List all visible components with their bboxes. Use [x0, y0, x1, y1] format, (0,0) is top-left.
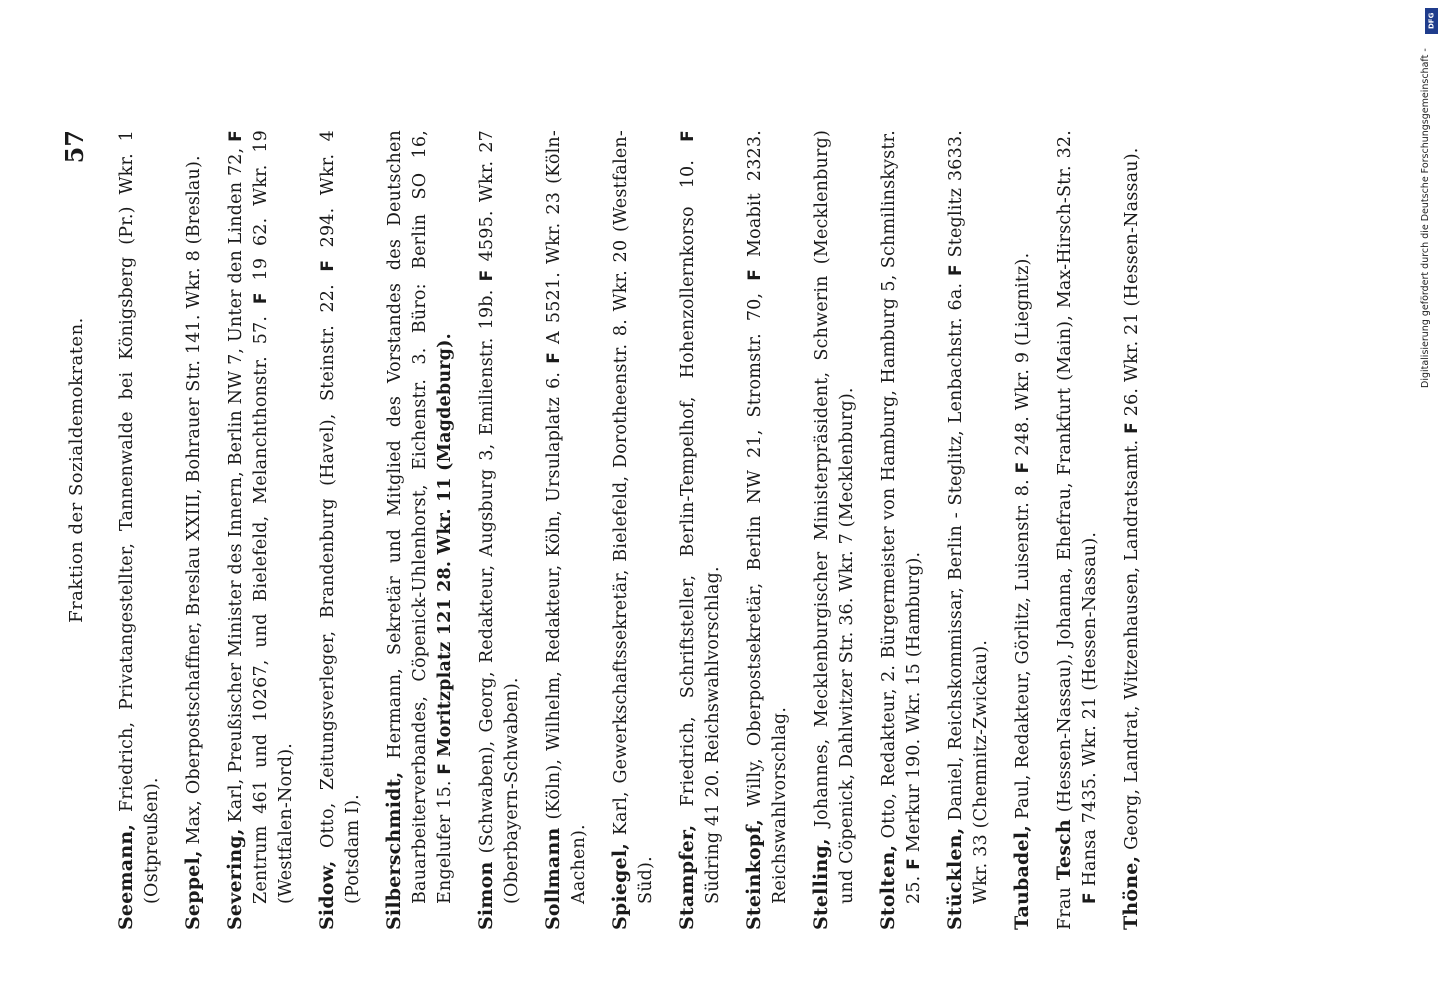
entry-name: Silberschmidt, [383, 771, 405, 930]
phone-marker: F [1122, 422, 1142, 434]
entry-name: Seemann, [115, 823, 137, 930]
entry-text: Johannes, Mecklenburgischer Ministerpräsident, Schwerin (Mecklenburg) und Cöpenick, Dahlwitzer Str. 36. Wkr. 7 (Mecklenburg). [812, 129, 857, 904]
entry-name: Seppel, [182, 850, 204, 930]
entry-name: Tesch [1053, 819, 1075, 881]
list-item [675, 130, 726, 930]
entry-name: Stelling, [810, 838, 832, 930]
list-item [742, 130, 793, 930]
entry-name: Spiegel, [609, 842, 631, 930]
entry-text: (Köln), Wilhelm, Redakteur, Köln, Ursulaplatz 6. [544, 371, 564, 820]
entry-name: Sollmann [542, 827, 564, 930]
list-item [474, 130, 525, 930]
entry-text: Paul, Redakteur, Görlitz, Luisenstr. 8. [1013, 479, 1033, 820]
funding-note-text: Digitalisierung gefördert durch die Deutsche Forschungsgemeinschaft - [1420, 48, 1431, 388]
entry-text: Südring 41 20. Reichswahlvorschlag. [703, 566, 723, 904]
entry-text: A 5521. Wkr. 23 (Köln-Aachen). [544, 129, 589, 904]
entry-text: (Hessen-Nassau), Johanna, Ehefrau, Frankfurt (Main), Max-Hirsch-Str. 32. [1055, 129, 1075, 813]
list-item [809, 130, 860, 930]
entry-text: Otto, Redakteur, 2. Bürgermeister von Hamburg, Hamburg 5, Schmilinskystr. 25. [879, 130, 924, 904]
phone-marker: F [678, 129, 698, 142]
phone-marker: F [1013, 461, 1033, 474]
list-item [223, 130, 299, 930]
entry-text: Zentrum 461 und 10267, und Bielefeld, Melanchthonstr. 57. [251, 315, 271, 904]
phone-marker: F [318, 259, 338, 272]
entry-name: Simon [475, 861, 497, 930]
entry-text: Moabit 2323. Reichswahlvorschlag. [745, 130, 790, 904]
list-item [1052, 130, 1103, 930]
entry-name: Steinkopf, [743, 818, 765, 930]
phone-marker: F [544, 351, 564, 364]
entry-text: Steglitz 3633. Wkr. 33 (Chemnitz-Zwickau). [946, 129, 991, 904]
running-title: Fraktion der Sozialdemokraten. [66, 317, 87, 623]
entry-name: Stücklen, [944, 827, 966, 930]
entry-text: Daniel, Reichskommissar, Berlin - Steglitz, Lenbachstr. 6a. [946, 282, 966, 821]
phone-marker: F [904, 857, 924, 870]
entry-name: Severing, [224, 828, 246, 930]
entry-text: Georg, Landrat, Witzenhausen, Landratsamt. [1122, 439, 1142, 850]
entry-text: Friedrich, Privatangestellter, Tannenwalde bei Königsberg (Pr.) Wkr. 1 (Ostpreußen). [117, 129, 162, 904]
entry-name: Sidow, [316, 860, 338, 930]
entry-text: Friedrich, Schriftsteller, Berlin-Tempelhof, Hohenzollernkorso 10. [678, 159, 698, 807]
phone-marker: F [435, 762, 455, 775]
list-item [315, 130, 366, 930]
list-item [181, 130, 207, 930]
list-item [608, 130, 659, 930]
list-item [1010, 130, 1036, 930]
list-item [541, 130, 592, 930]
list-item [114, 130, 165, 930]
entry-text: Karl, Preußischer Minister des Innern, Berlin NW 7, Unter den Linden 72, [226, 147, 246, 823]
funding-note [1420, 8, 1436, 388]
entry-text: Willy, Oberpostsekretär, Berlin NW 21, Stromstr. 70, [745, 292, 765, 807]
entry-text: (Schwaben), Georg, Redakteur, Augsburg 3, Emilienstr. 19b. [477, 289, 497, 854]
entry-name: Thöne, [1120, 855, 1142, 930]
entry-text: 4595. Wkr. 27 (Oberbayern-Schwaben). [477, 129, 522, 904]
entry-name: Taubadel, [1011, 824, 1033, 930]
list-item [382, 130, 458, 930]
entry-text: Max, Oberpostschaffner, Breslau XXIII, Bohrauer Str. 141. Wkr. 8 (Breslau). [184, 155, 204, 845]
list-item [1119, 130, 1145, 930]
member-list [114, 130, 1161, 930]
list-item [943, 130, 994, 930]
page-header [60, 130, 100, 930]
phone-marker: F [946, 264, 966, 276]
phone-marker: F [477, 269, 497, 282]
phone-marker: F [1080, 892, 1100, 904]
entry-name: Stolten, [877, 844, 899, 930]
entry-text: 26. Wkr. 21 (Hessen-Nassau). [1122, 147, 1142, 417]
phone-marker: F [226, 130, 246, 142]
entry-text: 19 62. Wkr. 19 (Westfalen-Nord). [251, 129, 296, 904]
dfg-logo: DFG [1425, 8, 1438, 34]
entry-name: Stampfer, [676, 824, 698, 930]
entry-text: 294. Wkr. 4 (Potsdam I). [318, 130, 363, 904]
entry-text: Karl, Gewerkschaftssekretär, Bielefeld, Dorotheenstr. 8. Wkr. 20 (Westfalen-Süd). [611, 129, 656, 904]
entry-text: Moritzplatz 121 28. Wkr. 11 (Magdeburg). [435, 333, 455, 757]
entry-text: 248. Wkr. 9 (Liegnitz). [1013, 252, 1033, 456]
entry-prefix: Frau [1055, 886, 1075, 930]
list-item [876, 130, 927, 930]
entry-text: Hansa 7435. Wkr. 21 (Hessen-Nassau). [1080, 531, 1100, 887]
page-number: 57 [60, 130, 89, 164]
phone-marker: F [251, 292, 271, 305]
entry-text: Otto, Zeitungsverleger, Brandenburg (Havel), Steinstr. 22. [318, 284, 338, 849]
rotated-page-content [60, 110, 1400, 930]
entry-text: Hermann, Sekretär und Mitglied des Vorstandes des Deutschen Bauarbeiterverbandes, Cöpenick-Uhlenhorst, Eichenstr. 3. Büro: Berlin SO 16, Engelufer 15. [385, 129, 455, 904]
entry-text: Merkur 190. Wkr. 15 (Hamburg). [904, 551, 924, 853]
phone-marker: F [745, 268, 765, 281]
